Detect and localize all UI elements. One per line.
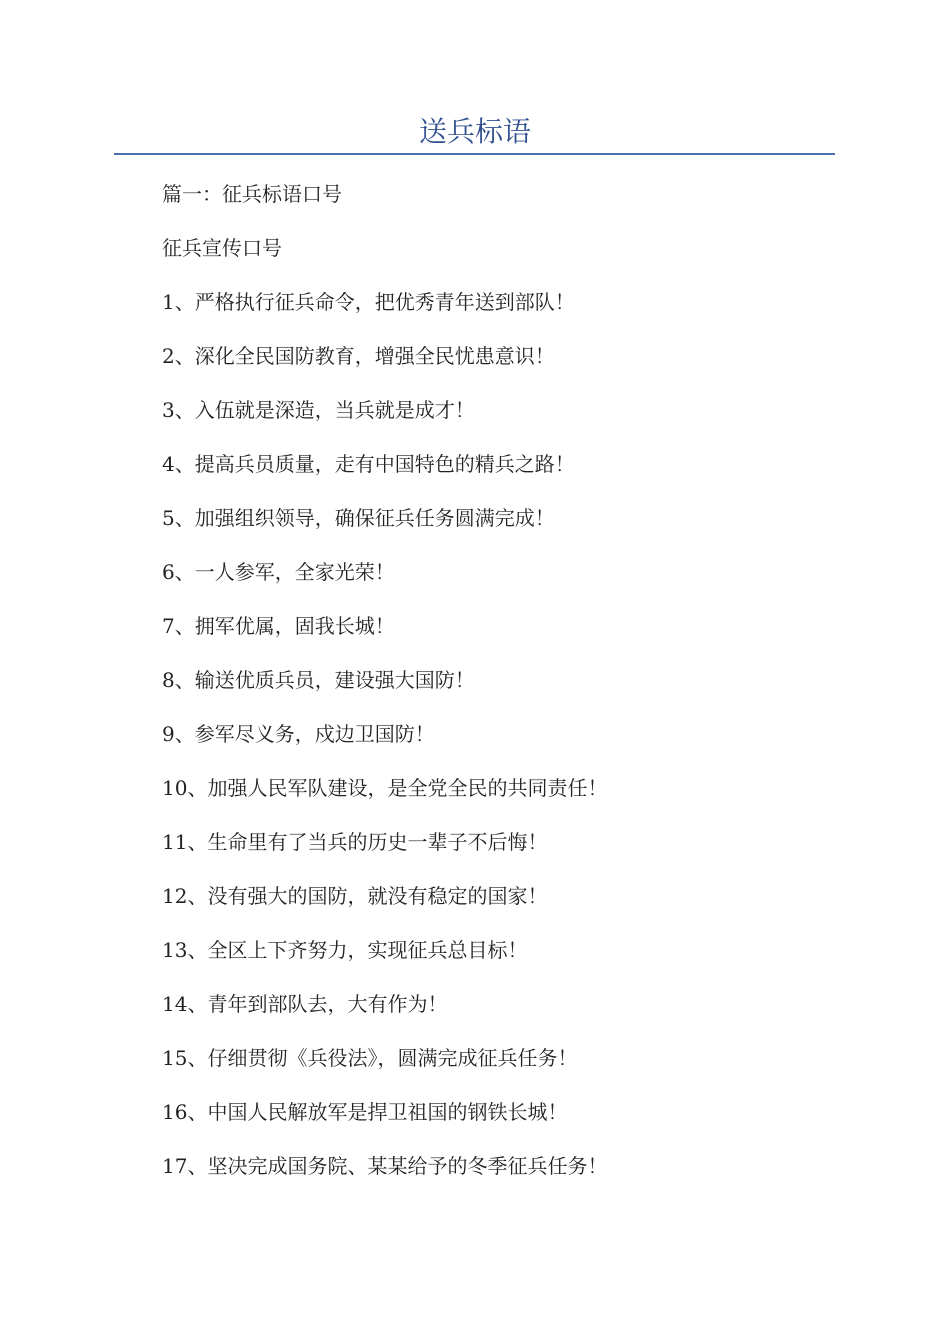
list-item: 6、一人参军，全家光荣！ <box>162 560 395 584</box>
list-item: 14、青年到部队去，大有作为！ <box>162 992 448 1016</box>
document-title: 送兵标语 <box>418 115 531 148</box>
list-item: 7、拥军优属，固我长城！ <box>162 614 395 638</box>
subheading: 征兵宣传口号 <box>162 236 282 260</box>
list-item: 8、输送优质兵员，建设强大国防！ <box>162 668 475 692</box>
list-item: 15、仔细贯彻《兵役法》，圆满完成征兵任务！ <box>162 1046 578 1070</box>
list-item: 13、全区上下齐努力，实现征兵总目标！ <box>162 938 528 962</box>
list-item: 1、严格执行征兵命令，把优秀青年送到部队！ <box>162 290 575 314</box>
list-item: 2、深化全民国防教育，增强全民忧患意识！ <box>162 344 555 368</box>
list-item: 4、提高兵员质量，走有中国特色的精兵之路！ <box>162 452 575 476</box>
section-heading: 篇一：征兵标语口号 <box>162 182 342 206</box>
document-body <box>162 177 842 1203</box>
list-item: 3、入伍就是深造，当兵就是成才！ <box>162 398 475 422</box>
list-item: 11、生命里有了当兵的历史一辈子不后悔！ <box>162 830 548 854</box>
list-item: 9、参军尽义务，戍边卫国防！ <box>162 722 435 746</box>
list-item: 17、坚决完成国务院、某某给予的冬季征兵任务！ <box>162 1154 608 1178</box>
list-item: 12、没有强大的国防，就没有稳定的国家！ <box>162 884 548 908</box>
list-item: 16、中国人民解放军是捍卫祖国的钢铁长城！ <box>162 1100 568 1124</box>
list-item: 5、加强组织领导，确保征兵任务圆满完成！ <box>162 506 555 530</box>
list-item: 10、加强人民军队建设，是全党全民的共同责任！ <box>162 776 608 800</box>
title-underline <box>114 153 835 155</box>
